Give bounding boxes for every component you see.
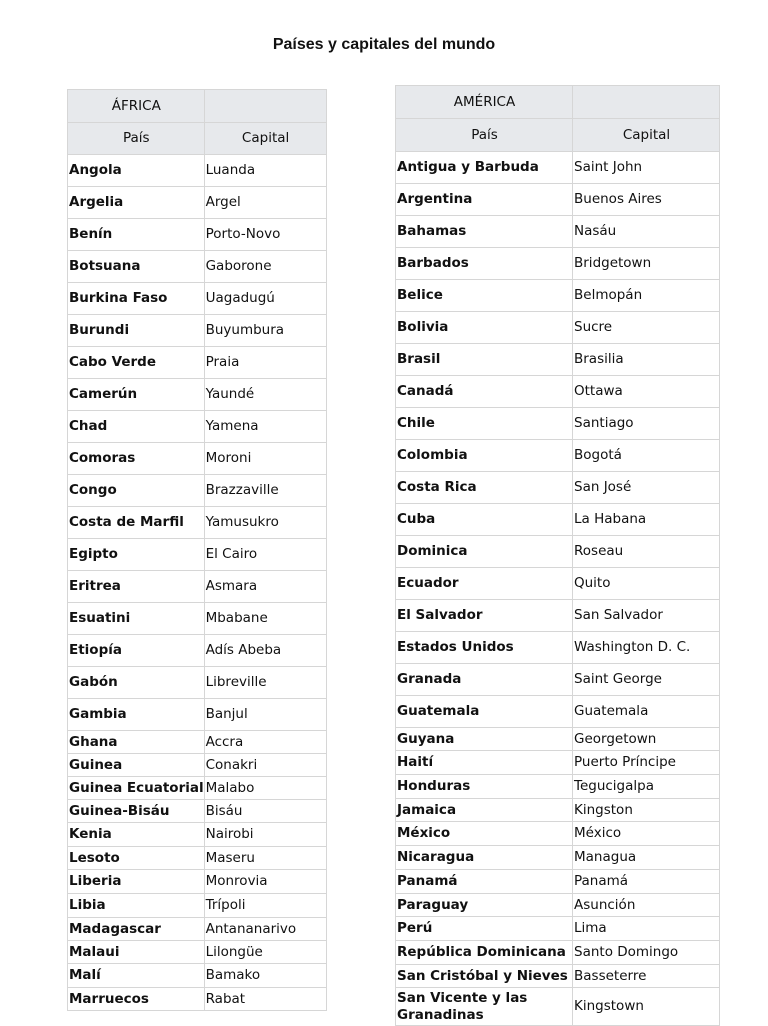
country-cell: Lesoto <box>68 847 205 870</box>
country-cell: Nicaragua <box>396 846 573 870</box>
country-cell: Malí <box>68 964 205 988</box>
table-row <box>396 280 720 312</box>
capital-cell: Buenos Aires <box>573 184 720 216</box>
table-row <box>68 379 327 411</box>
capital-cell: Libreville <box>204 667 326 699</box>
country-cell: Canadá <box>396 376 573 408</box>
table-row <box>68 603 327 635</box>
table-row <box>68 847 327 870</box>
table-row <box>68 507 327 539</box>
capital-cell: Ottawa <box>573 376 720 408</box>
country-cell: Botsuana <box>68 251 205 283</box>
table-row <box>396 988 720 1026</box>
country-cell: Benín <box>68 219 205 251</box>
capital-cell: Bamako <box>204 964 326 988</box>
capital-cell: Washington D. C. <box>573 632 720 664</box>
country-cell: Camerún <box>68 379 205 411</box>
table-row <box>68 667 327 699</box>
capital-cell: Saint John <box>573 152 720 184</box>
country-cell: Paraguay <box>396 894 573 917</box>
capital-cell: Brazzaville <box>204 475 326 507</box>
capital-cell: La Habana <box>573 504 720 536</box>
table-row <box>68 823 327 847</box>
capital-cell: Maseru <box>204 847 326 870</box>
capital-cell: Mbabane <box>204 603 326 635</box>
capital-cell: Trípoli <box>204 894 326 918</box>
country-cell: Liberia <box>68 870 205 894</box>
table-row <box>396 799 720 822</box>
capital-cell: Saint George <box>573 664 720 696</box>
country-cell: Estados Unidos <box>396 632 573 664</box>
table-row <box>68 315 327 347</box>
country-cell: Granada <box>396 664 573 696</box>
capital-cell: Kingstown <box>573 988 720 1026</box>
table-row <box>68 731 327 754</box>
table-row <box>68 918 327 941</box>
table-row <box>396 917 720 941</box>
table-row <box>396 536 720 568</box>
table-row <box>68 964 327 988</box>
country-cell: Etiopía <box>68 635 205 667</box>
country-cell: Costa de Marfil <box>68 507 205 539</box>
table-row <box>68 443 327 475</box>
america-table <box>395 85 720 1026</box>
country-cell: Panamá <box>396 870 573 894</box>
country-cell: Barbados <box>396 248 573 280</box>
capital-cell: Porto-Novo <box>204 219 326 251</box>
table-row <box>396 216 720 248</box>
capital-cell: Antananarivo <box>204 918 326 941</box>
capital-cell: Lima <box>573 917 720 941</box>
table-row <box>68 870 327 894</box>
country-cell: Congo <box>68 475 205 507</box>
country-cell: Marruecos <box>68 988 205 1011</box>
country-cell: Guatemala <box>396 696 573 728</box>
country-cell: Perú <box>396 917 573 941</box>
capital-cell: Yaundé <box>204 379 326 411</box>
capital-cell: Sucre <box>573 312 720 344</box>
region-empty-cell <box>573 86 720 119</box>
capital-cell: Gaborone <box>204 251 326 283</box>
capital-cell: Tegucigalpa <box>573 775 720 799</box>
table-row <box>68 251 327 283</box>
capital-cell: Banjul <box>204 699 326 731</box>
column-header-country: País <box>396 119 573 152</box>
table-row <box>396 664 720 696</box>
country-cell: Argelia <box>68 187 205 219</box>
country-cell: Esuatini <box>68 603 205 635</box>
capital-cell: Yamusukro <box>204 507 326 539</box>
capital-cell: Bogotá <box>573 440 720 472</box>
country-cell: México <box>396 822 573 846</box>
capital-cell: Conakri <box>204 754 326 777</box>
country-cell: Guinea Ecuatorial <box>68 777 205 800</box>
table-row <box>396 504 720 536</box>
country-cell: San Vicente y las Granadinas <box>396 988 573 1026</box>
table-row <box>396 632 720 664</box>
capital-cell: Lilongüe <box>204 941 326 964</box>
column-header-row <box>396 119 720 152</box>
capital-cell: Guatemala <box>573 696 720 728</box>
table-row <box>396 184 720 216</box>
country-cell: Jamaica <box>396 799 573 822</box>
capital-cell: Belmopán <box>573 280 720 312</box>
country-cell: Kenia <box>68 823 205 847</box>
column-header-capital: Capital <box>573 119 720 152</box>
capital-cell: Managua <box>573 846 720 870</box>
table-row <box>396 248 720 280</box>
capital-cell: Nairobi <box>204 823 326 847</box>
country-cell: Colombia <box>396 440 573 472</box>
table-row <box>396 440 720 472</box>
country-cell: Chile <box>396 408 573 440</box>
table-row <box>396 344 720 376</box>
table-row <box>68 187 327 219</box>
country-cell: Gambia <box>68 699 205 731</box>
capital-cell: Adís Abeba <box>204 635 326 667</box>
table-row <box>68 347 327 379</box>
capital-cell: San Salvador <box>573 600 720 632</box>
capital-cell: Argel <box>204 187 326 219</box>
country-cell: Guyana <box>396 728 573 751</box>
capital-cell: Kingston <box>573 799 720 822</box>
table-row <box>396 152 720 184</box>
capital-cell: Bisáu <box>204 800 326 823</box>
capital-cell: Roseau <box>573 536 720 568</box>
country-cell: Ghana <box>68 731 205 754</box>
region-label: AMÉRICA <box>396 86 573 119</box>
table-row <box>396 568 720 600</box>
column-header-country: País <box>68 123 205 155</box>
capital-cell: Puerto Príncipe <box>573 751 720 775</box>
table-row <box>396 751 720 775</box>
country-cell: Gabón <box>68 667 205 699</box>
table-row <box>396 408 720 440</box>
country-cell: Angola <box>68 155 205 187</box>
country-cell: San Cristóbal y Nieves <box>396 965 573 988</box>
region-header-row <box>68 90 327 123</box>
capital-cell: Nasáu <box>573 216 720 248</box>
capital-cell: México <box>573 822 720 846</box>
country-cell: Honduras <box>396 775 573 799</box>
capital-cell: Uagadugú <box>204 283 326 315</box>
table-row <box>68 571 327 603</box>
table-row <box>68 155 327 187</box>
capital-cell: Accra <box>204 731 326 754</box>
country-cell: Egipto <box>68 539 205 571</box>
country-cell: Cuba <box>396 504 573 536</box>
region-header-row <box>396 86 720 119</box>
table-row <box>68 754 327 777</box>
country-cell: Brasil <box>396 344 573 376</box>
table-row <box>396 696 720 728</box>
table-row <box>396 941 720 965</box>
capital-cell: Santiago <box>573 408 720 440</box>
country-cell: El Salvador <box>396 600 573 632</box>
table-row <box>68 941 327 964</box>
capital-cell: Georgetown <box>573 728 720 751</box>
table-row <box>68 894 327 918</box>
region-empty-cell <box>204 90 326 123</box>
country-cell: Ecuador <box>396 568 573 600</box>
capital-cell: Asmara <box>204 571 326 603</box>
capital-cell: San José <box>573 472 720 504</box>
capital-cell: Moroni <box>204 443 326 475</box>
country-cell: Haití <box>396 751 573 775</box>
africa-table <box>67 89 327 1011</box>
country-cell: Dominica <box>396 536 573 568</box>
table-row <box>396 312 720 344</box>
capital-cell: Malabo <box>204 777 326 800</box>
table-row <box>68 539 327 571</box>
capital-cell: Praia <box>204 347 326 379</box>
country-cell: República Dominicana <box>396 941 573 965</box>
table-row <box>396 870 720 894</box>
country-cell: Madagascar <box>68 918 205 941</box>
table-row <box>68 219 327 251</box>
country-cell: Libia <box>68 894 205 918</box>
table-row <box>396 965 720 988</box>
capital-cell: Bridgetown <box>573 248 720 280</box>
table-row <box>396 775 720 799</box>
table-row <box>68 411 327 443</box>
country-cell: Malaui <box>68 941 205 964</box>
country-cell: Belice <box>396 280 573 312</box>
capital-cell: Basseterre <box>573 965 720 988</box>
table-row <box>68 800 327 823</box>
country-cell: Burundi <box>68 315 205 347</box>
capital-cell: El Cairo <box>204 539 326 571</box>
country-cell: Guinea <box>68 754 205 777</box>
table-row <box>396 472 720 504</box>
country-cell: Chad <box>68 411 205 443</box>
country-cell: Bahamas <box>396 216 573 248</box>
region-label: ÁFRICA <box>68 90 205 123</box>
capital-cell: Brasilia <box>573 344 720 376</box>
table-row <box>68 635 327 667</box>
africa-table-body <box>68 155 327 1011</box>
country-cell: Argentina <box>396 184 573 216</box>
table-row <box>396 822 720 846</box>
page-title: Países y capitales del mundo <box>272 36 496 53</box>
country-cell: Eritrea <box>68 571 205 603</box>
country-cell: Guinea-Bisáu <box>68 800 205 823</box>
table-row <box>68 699 327 731</box>
country-cell: Antigua y Barbuda <box>396 152 573 184</box>
country-cell: Comoras <box>68 443 205 475</box>
capital-cell: Monrovia <box>204 870 326 894</box>
table-row <box>396 846 720 870</box>
table-row <box>68 777 327 800</box>
capital-cell: Buyumbura <box>204 315 326 347</box>
table-row <box>396 728 720 751</box>
capital-cell: Yamena <box>204 411 326 443</box>
country-cell: Cabo Verde <box>68 347 205 379</box>
table-row <box>68 475 327 507</box>
country-cell: Burkina Faso <box>68 283 205 315</box>
column-header-row <box>68 123 327 155</box>
table-row <box>68 283 327 315</box>
table-row <box>396 894 720 917</box>
column-header-capital: Capital <box>204 123 326 155</box>
capital-cell: Panamá <box>573 870 720 894</box>
capital-cell: Santo Domingo <box>573 941 720 965</box>
table-row <box>396 600 720 632</box>
table-row <box>68 988 327 1011</box>
capital-cell: Quito <box>573 568 720 600</box>
capital-cell: Luanda <box>204 155 326 187</box>
country-cell: Bolivia <box>396 312 573 344</box>
country-cell: Costa Rica <box>396 472 573 504</box>
capital-cell: Asunción <box>573 894 720 917</box>
capital-cell: Rabat <box>204 988 326 1011</box>
america-table-body <box>396 152 720 1026</box>
table-row <box>396 376 720 408</box>
